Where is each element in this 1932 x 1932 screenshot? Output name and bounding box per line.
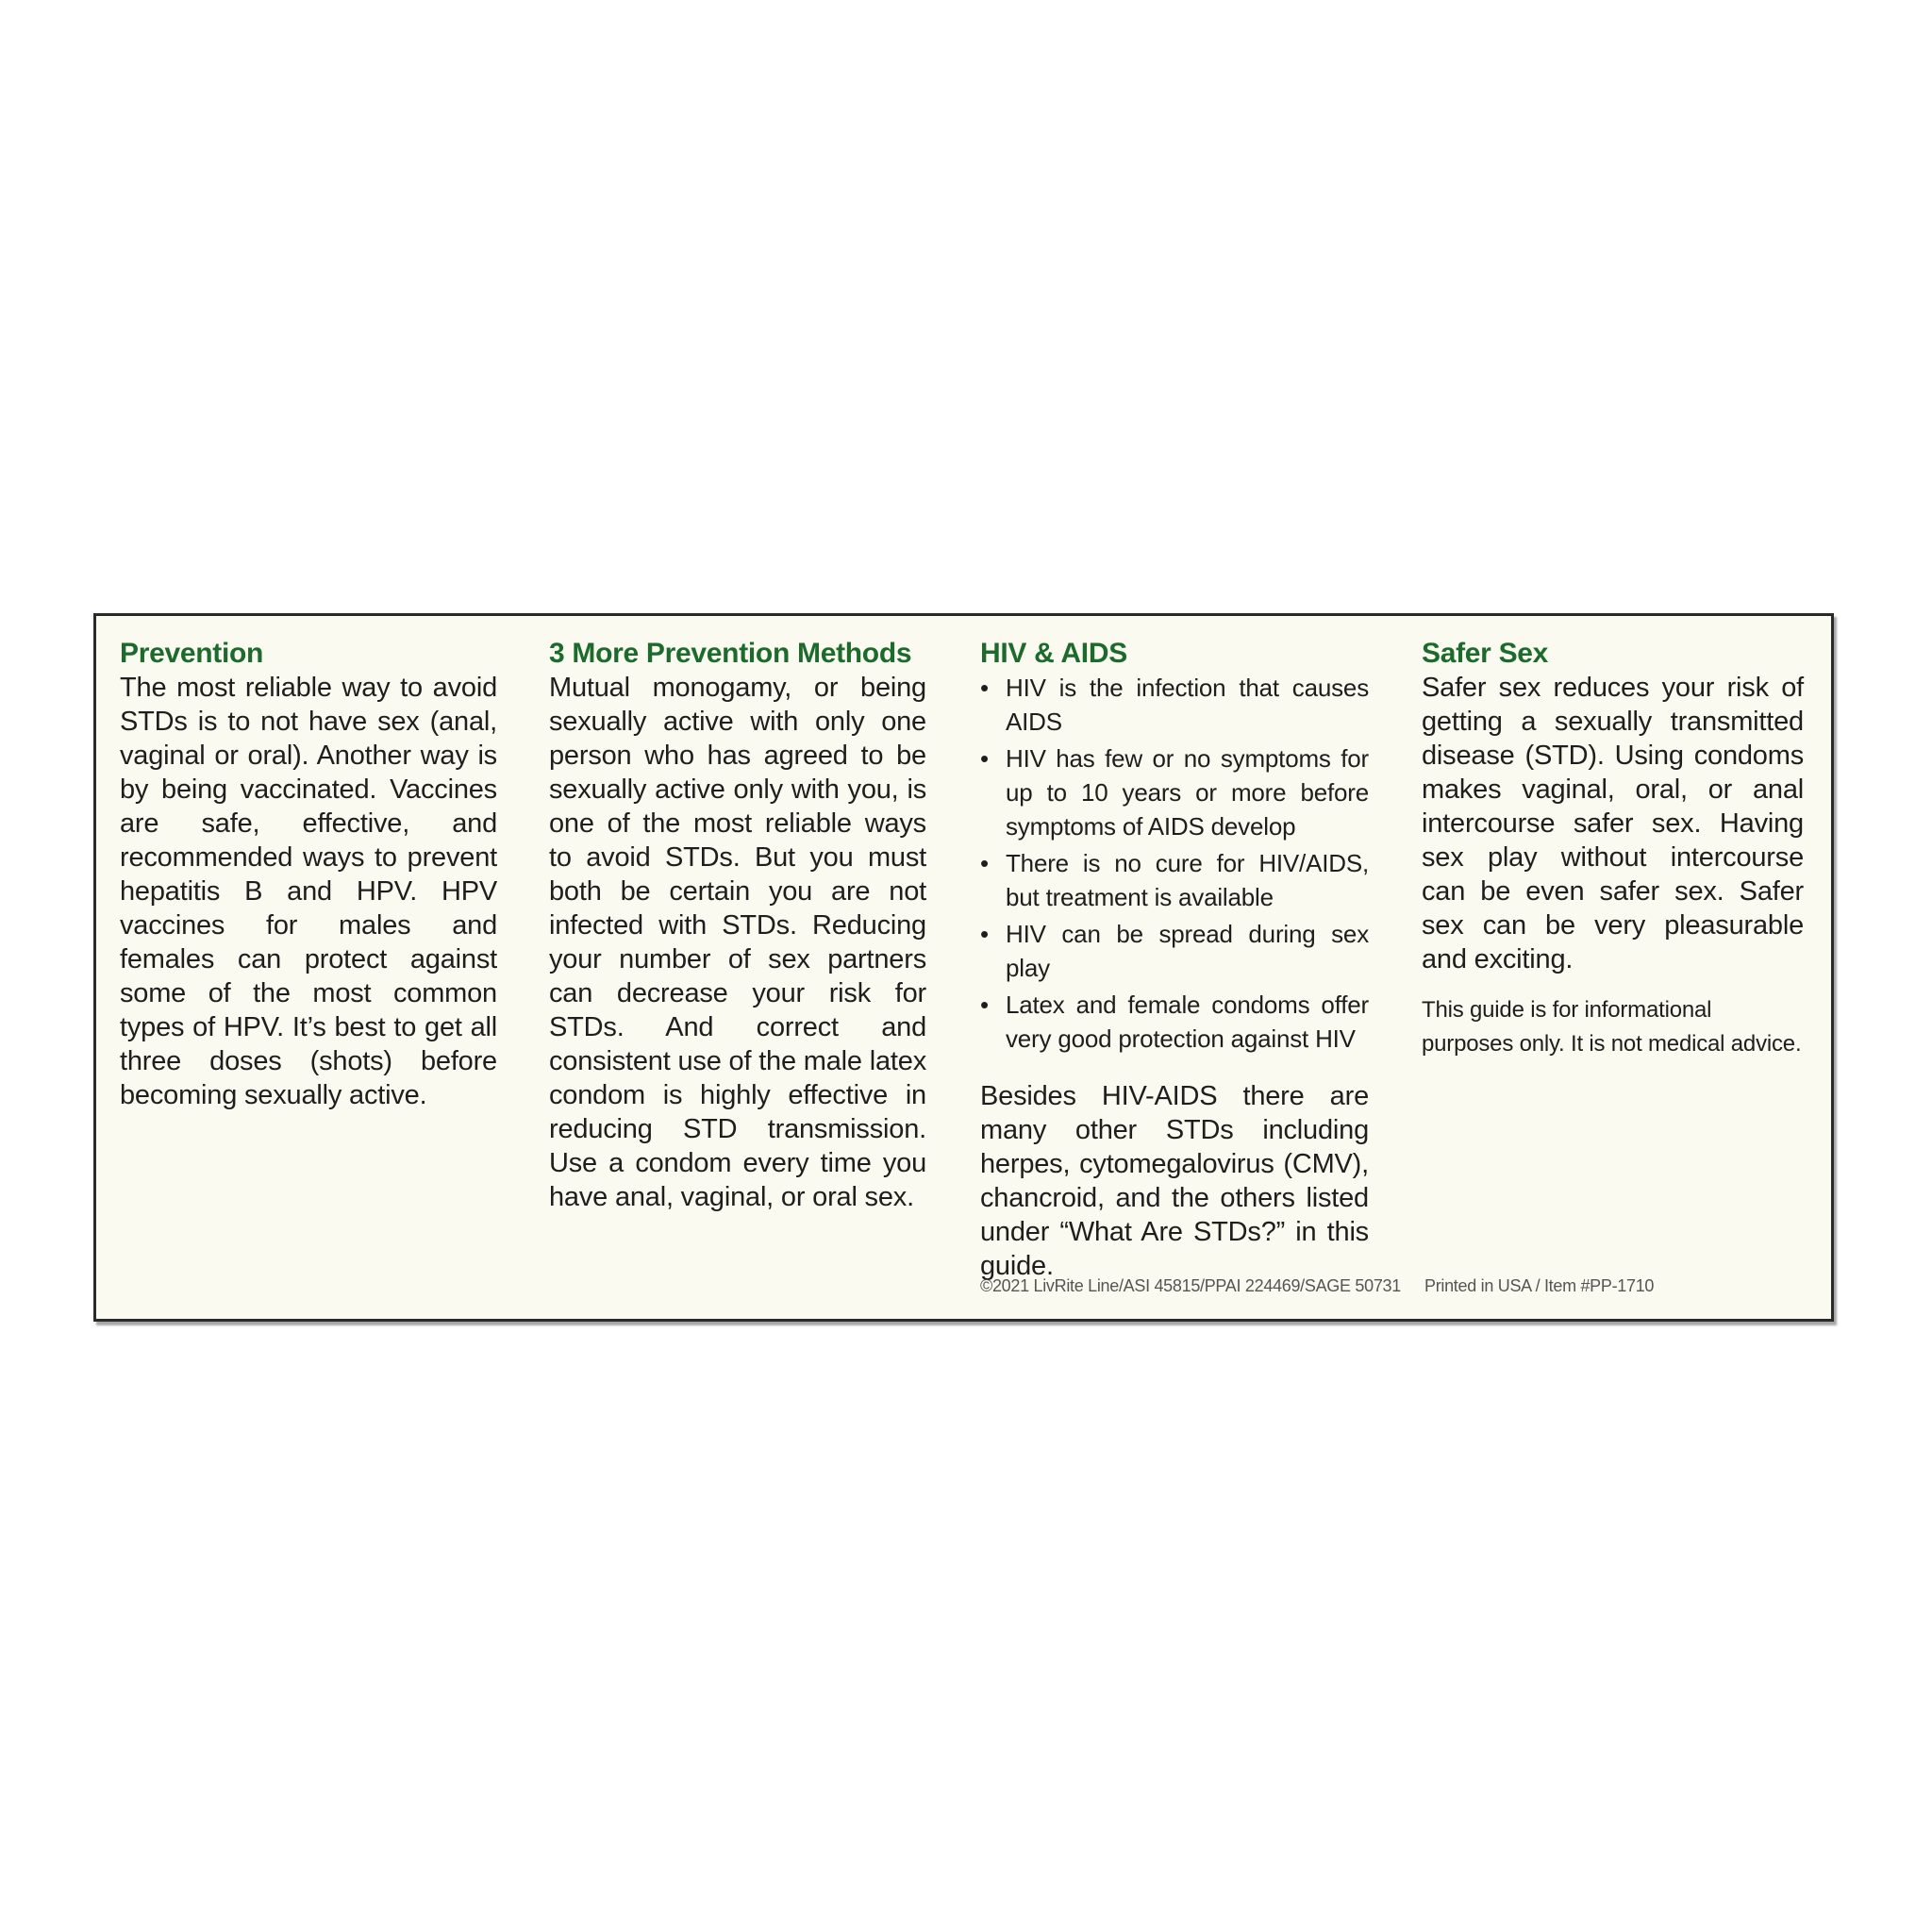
more-methods-heading: 3 More Prevention Methods (549, 638, 912, 669)
spacer (980, 1058, 1369, 1079)
hiv-aids-heading: HIV & AIDS (980, 638, 1127, 669)
bullet-icon: • (980, 744, 989, 773)
bullet-text: HIV can be spread during sex play (1006, 920, 1369, 982)
prevention-heading: Prevention (120, 638, 264, 669)
list-item (980, 988, 1369, 1056)
hiv-aids-bullet-list (980, 671, 1369, 1056)
bullet-icon: • (980, 920, 989, 948)
list-item (980, 917, 1369, 985)
bullet-text: Latex and female condoms offer very good protection against HIV (1006, 991, 1369, 1053)
bullet-text: HIV is the infection that causes AIDS (1006, 674, 1369, 736)
more-methods-text: Mutual monogamy, or being sexually active with only one person who has agreed to be sexually active only with you, is one of the most reliable ways to avoid STDs. But you must both be certain you are not infected with STDs. Reducing your number of sex partners can decrease your risk for STDs. And correct and consistent use of the male latex condom is highly effective in reducing STD transmission. Use a condom every time you have anal, vaginal, or oral sex. (549, 673, 926, 1212)
more-methods-column (549, 637, 926, 1214)
safer-sex-text: Safer sex reduces your risk of getting a sexually transmitted disease (STD). Using condoms makes vaginal, oral, or anal intercourse safer sex. Having sex play without intercourse can be even safer sex. Safer sex can be very pleasurable and exciting. (1422, 673, 1804, 974)
prevention-text: The most reliable way to avoid STDs is to not have sex (anal, vaginal or oral). Another way is by being vaccinated. Vaccines are safe, effective, and recommended ways to prevent hepatitis B and HPV. HPV vaccines for males and females can protect against some of the most common types of HPV. It’s best to get all three doses (shots) before becoming sexually active. (120, 673, 497, 1110)
item-number-text: Printed in USA / Item #PP-1710 (1424, 1276, 1655, 1295)
copyright-text: ©2021 LivRite Line/ASI 45815/PPAI 224469/SAGE 50731 (980, 1276, 1401, 1295)
bullet-icon: • (980, 674, 989, 702)
bullet-text: HIV has few or no symptoms for up to 10 years or more before symptoms of AIDS develop (1006, 744, 1369, 841)
hiv-aids-text: Besides HIV-AIDS there are many other STDs including herpes, cytomegalovirus (CMV), chancroid, and the others listed under “What Are STDs?” in this guide. (980, 1081, 1369, 1281)
safer-sex-column (1422, 637, 1804, 1084)
info-card (93, 613, 1834, 1322)
bullet-icon: • (980, 849, 989, 877)
list-item (980, 671, 1369, 739)
list-item (980, 741, 1369, 843)
hiv-aids-column (980, 637, 1369, 1283)
prevention-column (120, 637, 497, 1112)
safer-sex-heading: Safer Sex (1422, 638, 1549, 669)
bullet-icon: • (980, 991, 989, 1019)
disclaimer-note: This guide is for informational purposes only. It is not medical advice. (1422, 997, 1802, 1057)
list-item (980, 846, 1369, 914)
bullet-text: There is no cure for HIV/AIDS, but treatment is available (1006, 849, 1369, 911)
